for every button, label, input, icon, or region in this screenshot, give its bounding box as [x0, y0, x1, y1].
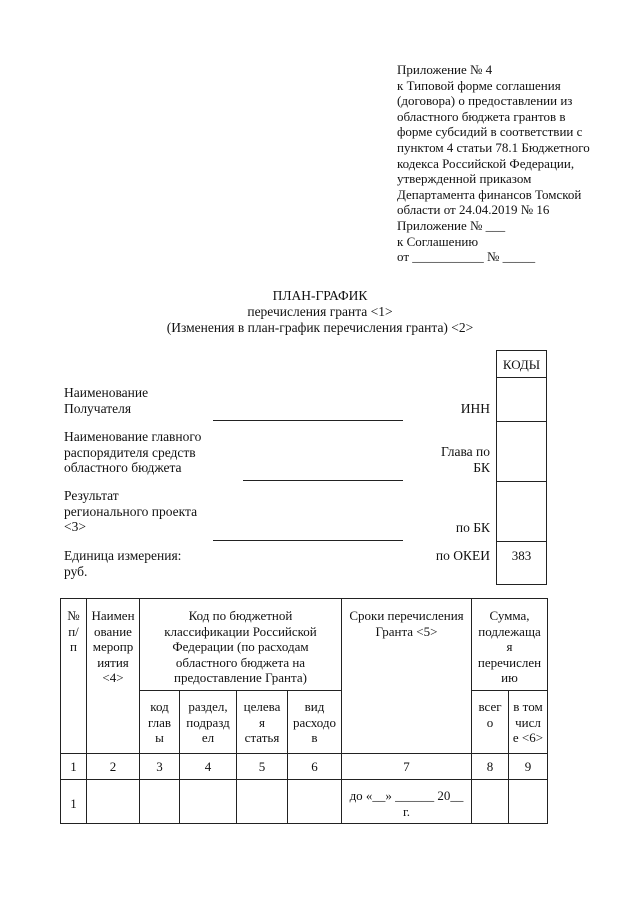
row-date[interactable]: до «__» ______ 20__ г.	[349, 788, 464, 819]
header-line: Наимен	[91, 608, 135, 623]
header-line: <4>	[102, 670, 124, 686]
okei-code-cell: 383	[496, 541, 547, 585]
header-line: иятия	[97, 654, 129, 670]
manager-label: Наименование главного распорядителя средств областного бюджета	[64, 429, 202, 476]
recipient-input-line[interactable]	[213, 420, 403, 421]
row-number: 1	[70, 796, 77, 811]
col-num-header	[61, 608, 86, 655]
codes-header: КОДЫ	[496, 350, 547, 378]
page-subtitle: перечисления гранта <1>	[247, 304, 393, 319]
header-line: перечислен	[477, 654, 542, 670]
header-line: я	[259, 714, 265, 730]
unit-label: Единица измерения: руб.	[64, 548, 182, 579]
header-line: предоставление Гранта)	[174, 670, 307, 686]
column-number: 2	[109, 759, 117, 774]
appendix-line: пунктом 4 статьи 78.1 Бюджетного	[397, 139, 590, 155]
page-title: ПЛАН-ГРАФИК	[272, 288, 368, 303]
appendix-line: от ___________ № _____	[397, 249, 536, 265]
appendix-line: утвержденной приказом	[397, 171, 532, 187]
column-number: 6	[311, 759, 318, 774]
header-line: ование	[94, 623, 132, 639]
header-line: я	[506, 639, 513, 655]
header-line: вид	[304, 699, 325, 714]
header-line: №	[67, 608, 80, 623]
header-line: меропр	[92, 639, 134, 655]
appendix-header	[397, 62, 622, 265]
appendix-line: областного бюджета грантов в	[397, 108, 566, 124]
header-line: Код по бюджетной	[188, 608, 293, 623]
appendix-line: (договора) о предоставлении из	[397, 93, 573, 109]
header-line: е <6>	[512, 730, 544, 746]
bk-code-cell	[496, 481, 547, 542]
appendix-line: кодекса Российской Федерации,	[397, 155, 575, 171]
header-line: глав	[147, 714, 172, 730]
appendix-line: области от 24.04.2019 № 16	[397, 202, 550, 218]
column-number: 8	[486, 759, 494, 774]
col-kbk-statya-header	[237, 699, 287, 746]
header-line: числ	[515, 714, 541, 730]
header-line: классификации Российской	[164, 623, 317, 639]
result-label: Результат регионального проекта <3>	[64, 488, 198, 535]
header-line: Гранта <5>	[375, 623, 438, 639]
appendix-line: Департамента финансов Томской	[397, 186, 582, 202]
header-line: ию	[501, 670, 518, 686]
column-number: 5	[258, 759, 266, 774]
header-line: Сроки перечисления	[349, 608, 464, 623]
header-line: подлежаща	[478, 623, 541, 639]
column-number: 7	[403, 759, 410, 774]
inn-code-cell	[496, 377, 547, 422]
manager-input-line[interactable]	[243, 480, 403, 481]
header-line: о	[486, 714, 494, 730]
col-sum-header	[472, 608, 547, 686]
appendix-line: форме субсидий в соответствии с	[397, 124, 583, 140]
page-subtitle-changes: (Изменения в план-график перечисления гранта) <2>	[166, 320, 474, 335]
appendix-line: к Типовой форме соглашения	[397, 77, 561, 93]
header-line: в том	[513, 699, 543, 714]
header-line: статья	[244, 730, 280, 746]
header-line: всег	[478, 699, 502, 714]
column-number: 9	[524, 759, 532, 774]
col-kbk-header	[140, 608, 341, 686]
inn-label: ИНН	[460, 401, 490, 416]
po-okei-label: по ОКЕИ	[435, 548, 490, 563]
col-kbk-vid-header	[288, 699, 341, 746]
result-input-line[interactable]	[213, 540, 403, 541]
recipient-label: Наименование Получателя	[64, 385, 149, 416]
header-line: п/	[68, 623, 79, 639]
glava-code-cell	[496, 421, 547, 482]
header-line: код	[150, 699, 169, 714]
col-sum-total-header	[472, 699, 508, 730]
col-event-header	[87, 608, 139, 686]
header-line: Федерации (по расходам	[172, 639, 309, 655]
col-kbk-razdel-header	[180, 699, 236, 746]
appendix-line: к Соглашению	[397, 233, 479, 249]
appendix-line: Приложение № 4	[397, 62, 493, 77]
header-line: в	[311, 730, 318, 746]
col-sum-incl-header	[509, 699, 547, 746]
appendix-line: Приложение № ___	[397, 217, 506, 233]
header-line: п	[70, 639, 77, 655]
col-kbk-glava-header	[140, 699, 179, 746]
column-number: 4	[204, 759, 212, 774]
header-line: областного бюджета на	[175, 654, 306, 670]
header-line: ел	[201, 730, 215, 746]
header-line: раздел,	[188, 699, 228, 714]
header-line: расходо	[292, 714, 337, 730]
col-dates-header	[342, 608, 471, 639]
header-line: подразд	[186, 714, 230, 730]
header-line: ы	[155, 730, 164, 746]
header-line: Сумма,	[489, 608, 530, 623]
header-line: целева	[243, 699, 281, 714]
po-bk-label: по БК	[455, 520, 490, 535]
column-number: 3	[156, 759, 163, 774]
column-number: 1	[70, 759, 77, 774]
glava-label: Глава по БК	[440, 444, 490, 475]
